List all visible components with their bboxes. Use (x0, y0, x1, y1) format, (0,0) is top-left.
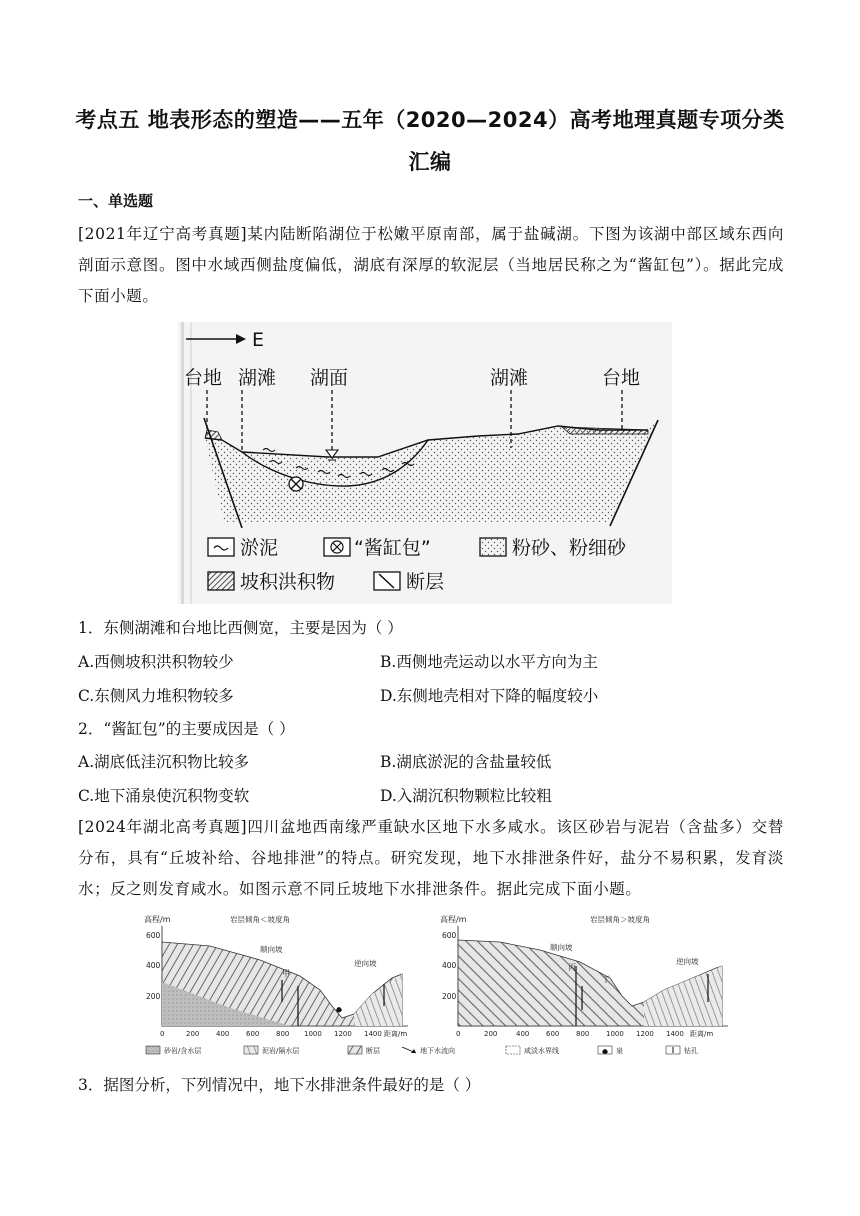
right-counter-slope (644, 966, 722, 1026)
legend-jianggang: “酱缸包” (354, 537, 431, 559)
legend2-borehole: 钻孔 (684, 1047, 698, 1055)
right-xtick-400: 400 (516, 1030, 530, 1038)
right-slope-shun: 顺向坡 (550, 943, 573, 952)
label-humian: 湖面 (310, 367, 349, 389)
right-ylabel: 高程/m (440, 915, 467, 924)
right-xtick-0: 0 (456, 1030, 461, 1038)
jianggang-bao-symbol (289, 477, 303, 491)
right-xunit: 距离/m (690, 1030, 714, 1038)
legend-fensha: 粉砂、粉细砂 (512, 537, 627, 559)
document-title-line2: 汇编 (408, 150, 452, 174)
label-hutan-right: 湖滩 (490, 367, 529, 389)
left-ytick-200: 200 (146, 992, 161, 1001)
q1-option-c[interactable]: C.东侧风力堆积物较多 (78, 687, 234, 705)
left-ytick-600: 600 (146, 931, 161, 940)
question-3: 3．据图分析，下列情况中，地下水排泄条件最好的是（ ） (78, 1076, 481, 1094)
legend2-fault: 断层 (366, 1047, 380, 1055)
question-1: 1．东侧湖滩和台地比西侧宽，主要是因为（ ） (78, 619, 403, 637)
q2-option-d[interactable]: D.入湖沉积物颗粒比较粗 (380, 787, 552, 805)
right-point-ding: 丁 (602, 975, 610, 984)
legend-poji: 坡积洪积物 (240, 571, 336, 593)
left-xtick-600: 600 (246, 1030, 260, 1038)
left-counter-slope (354, 974, 402, 1026)
right-xtick-1000: 1000 (606, 1030, 624, 1038)
left-xtick-800: 800 (276, 1030, 290, 1038)
q1-option-d[interactable]: D.东侧地壳相对下降的幅度较小 (380, 687, 599, 705)
right-point-bing: 丙 (568, 963, 576, 972)
right-xtick-1200: 1200 (636, 1030, 654, 1038)
panel-right (440, 914, 728, 1038)
section-heading: 一、单选题 (78, 192, 154, 210)
label-tai-right: 台地 (602, 367, 641, 389)
legend2-sandstone: 砂岩/含水层 (164, 1047, 202, 1055)
right-slope-ni: 逆向坡 (676, 957, 699, 966)
left-ylabel: 高程/m (144, 915, 171, 924)
legend2-mudstone: 泥岩/隔水层 (262, 1047, 300, 1055)
left-xtick-1200: 1200 (334, 1030, 352, 1038)
left-xunit: 距离/m (384, 1030, 408, 1038)
left-slope-ni: 逆向坡 (354, 959, 377, 968)
right-xtick-800: 800 (576, 1030, 590, 1038)
arrow-label-e: E (252, 329, 265, 351)
right-ytick-600: 600 (442, 931, 457, 940)
left-xtick-0: 0 (160, 1030, 165, 1038)
q2-option-c[interactable]: C.地下涌泉使沉积物变软 (78, 787, 250, 805)
right-xtick-200: 200 (484, 1030, 498, 1038)
q2-option-a[interactable]: A.湖底低洼沉积物比较多 (78, 753, 250, 771)
right-xtick-600: 600 (546, 1030, 560, 1038)
passage-2: [2024年湖北高考真题]四川盆地西南缘严重缺水区地下水多咸水。该区砂岩与泥岩（含盐多）交替分布，具有“丘坡补给、谷地排泄”的特点。研究发现，地下水排泄条件好，盐分不易积累，发育淡水；反之则发育咸水。如图示意不同丘坡地下水排泄条件。据此完成下面小题。 (78, 818, 784, 898)
q2-option-b[interactable]: B.湖底淤泥的含盐量较低 (380, 753, 552, 771)
legend2-flow: 地下水流向 (420, 1047, 455, 1055)
label-tai-left: 台地 (184, 367, 223, 389)
right-xtick-1400: 1400 (666, 1030, 684, 1038)
left-xtick-1400: 1400 (364, 1030, 382, 1038)
left-point-jia: 甲 (282, 969, 290, 978)
right-ytick-200: 200 (442, 992, 457, 1001)
figure-slope-groundwater (140, 910, 740, 1060)
left-ytick-400: 400 (146, 961, 161, 970)
question-2: 2．“酱缸包”的主要成因是（ ） (78, 720, 295, 738)
right-ytick-400: 400 (442, 961, 457, 970)
legend-duanceng: 断层 (406, 571, 445, 593)
q1-option-a[interactable]: A.西侧坡积洪积物较少 (78, 653, 234, 671)
panel-left (144, 914, 408, 1038)
figure2-legend (146, 1046, 698, 1055)
left-xtick-1000: 1000 (304, 1030, 322, 1038)
legend2-salt-boundary: 咸淡水界线 (524, 1047, 559, 1055)
label-hutan-left: 湖滩 (238, 367, 277, 389)
left-condition: 岩层倾角＜坡度角 (230, 915, 290, 924)
figure-lake-profile (178, 322, 672, 604)
left-xtick-200: 200 (186, 1030, 200, 1038)
left-xtick-400: 400 (216, 1030, 230, 1038)
legend-yuni: 淤泥 (240, 537, 279, 559)
document-title-line1: 考点五 地表形态的塑造——五年（2020—2024）高考地理真题专项分类 (75, 108, 785, 132)
passage-1: [2021年辽宁高考真题]某内陆断陷湖位于松嫩平原南部，属于盐碱湖。下图为该湖中部区域东西向剖面示意图。图中水域西侧盐度偏低，湖底有深厚的软泥层（当地居民称之为“酱缸包”）。据此完成下面小题。 (78, 225, 784, 305)
right-condition: 岩层倾角＞坡度角 (590, 915, 650, 924)
legend2-spring: 泉 (616, 1047, 623, 1055)
q1-option-b[interactable]: B.西侧地壳运动以水平方向为主 (380, 653, 598, 671)
left-slope-shun: 顺向坡 (260, 945, 283, 954)
